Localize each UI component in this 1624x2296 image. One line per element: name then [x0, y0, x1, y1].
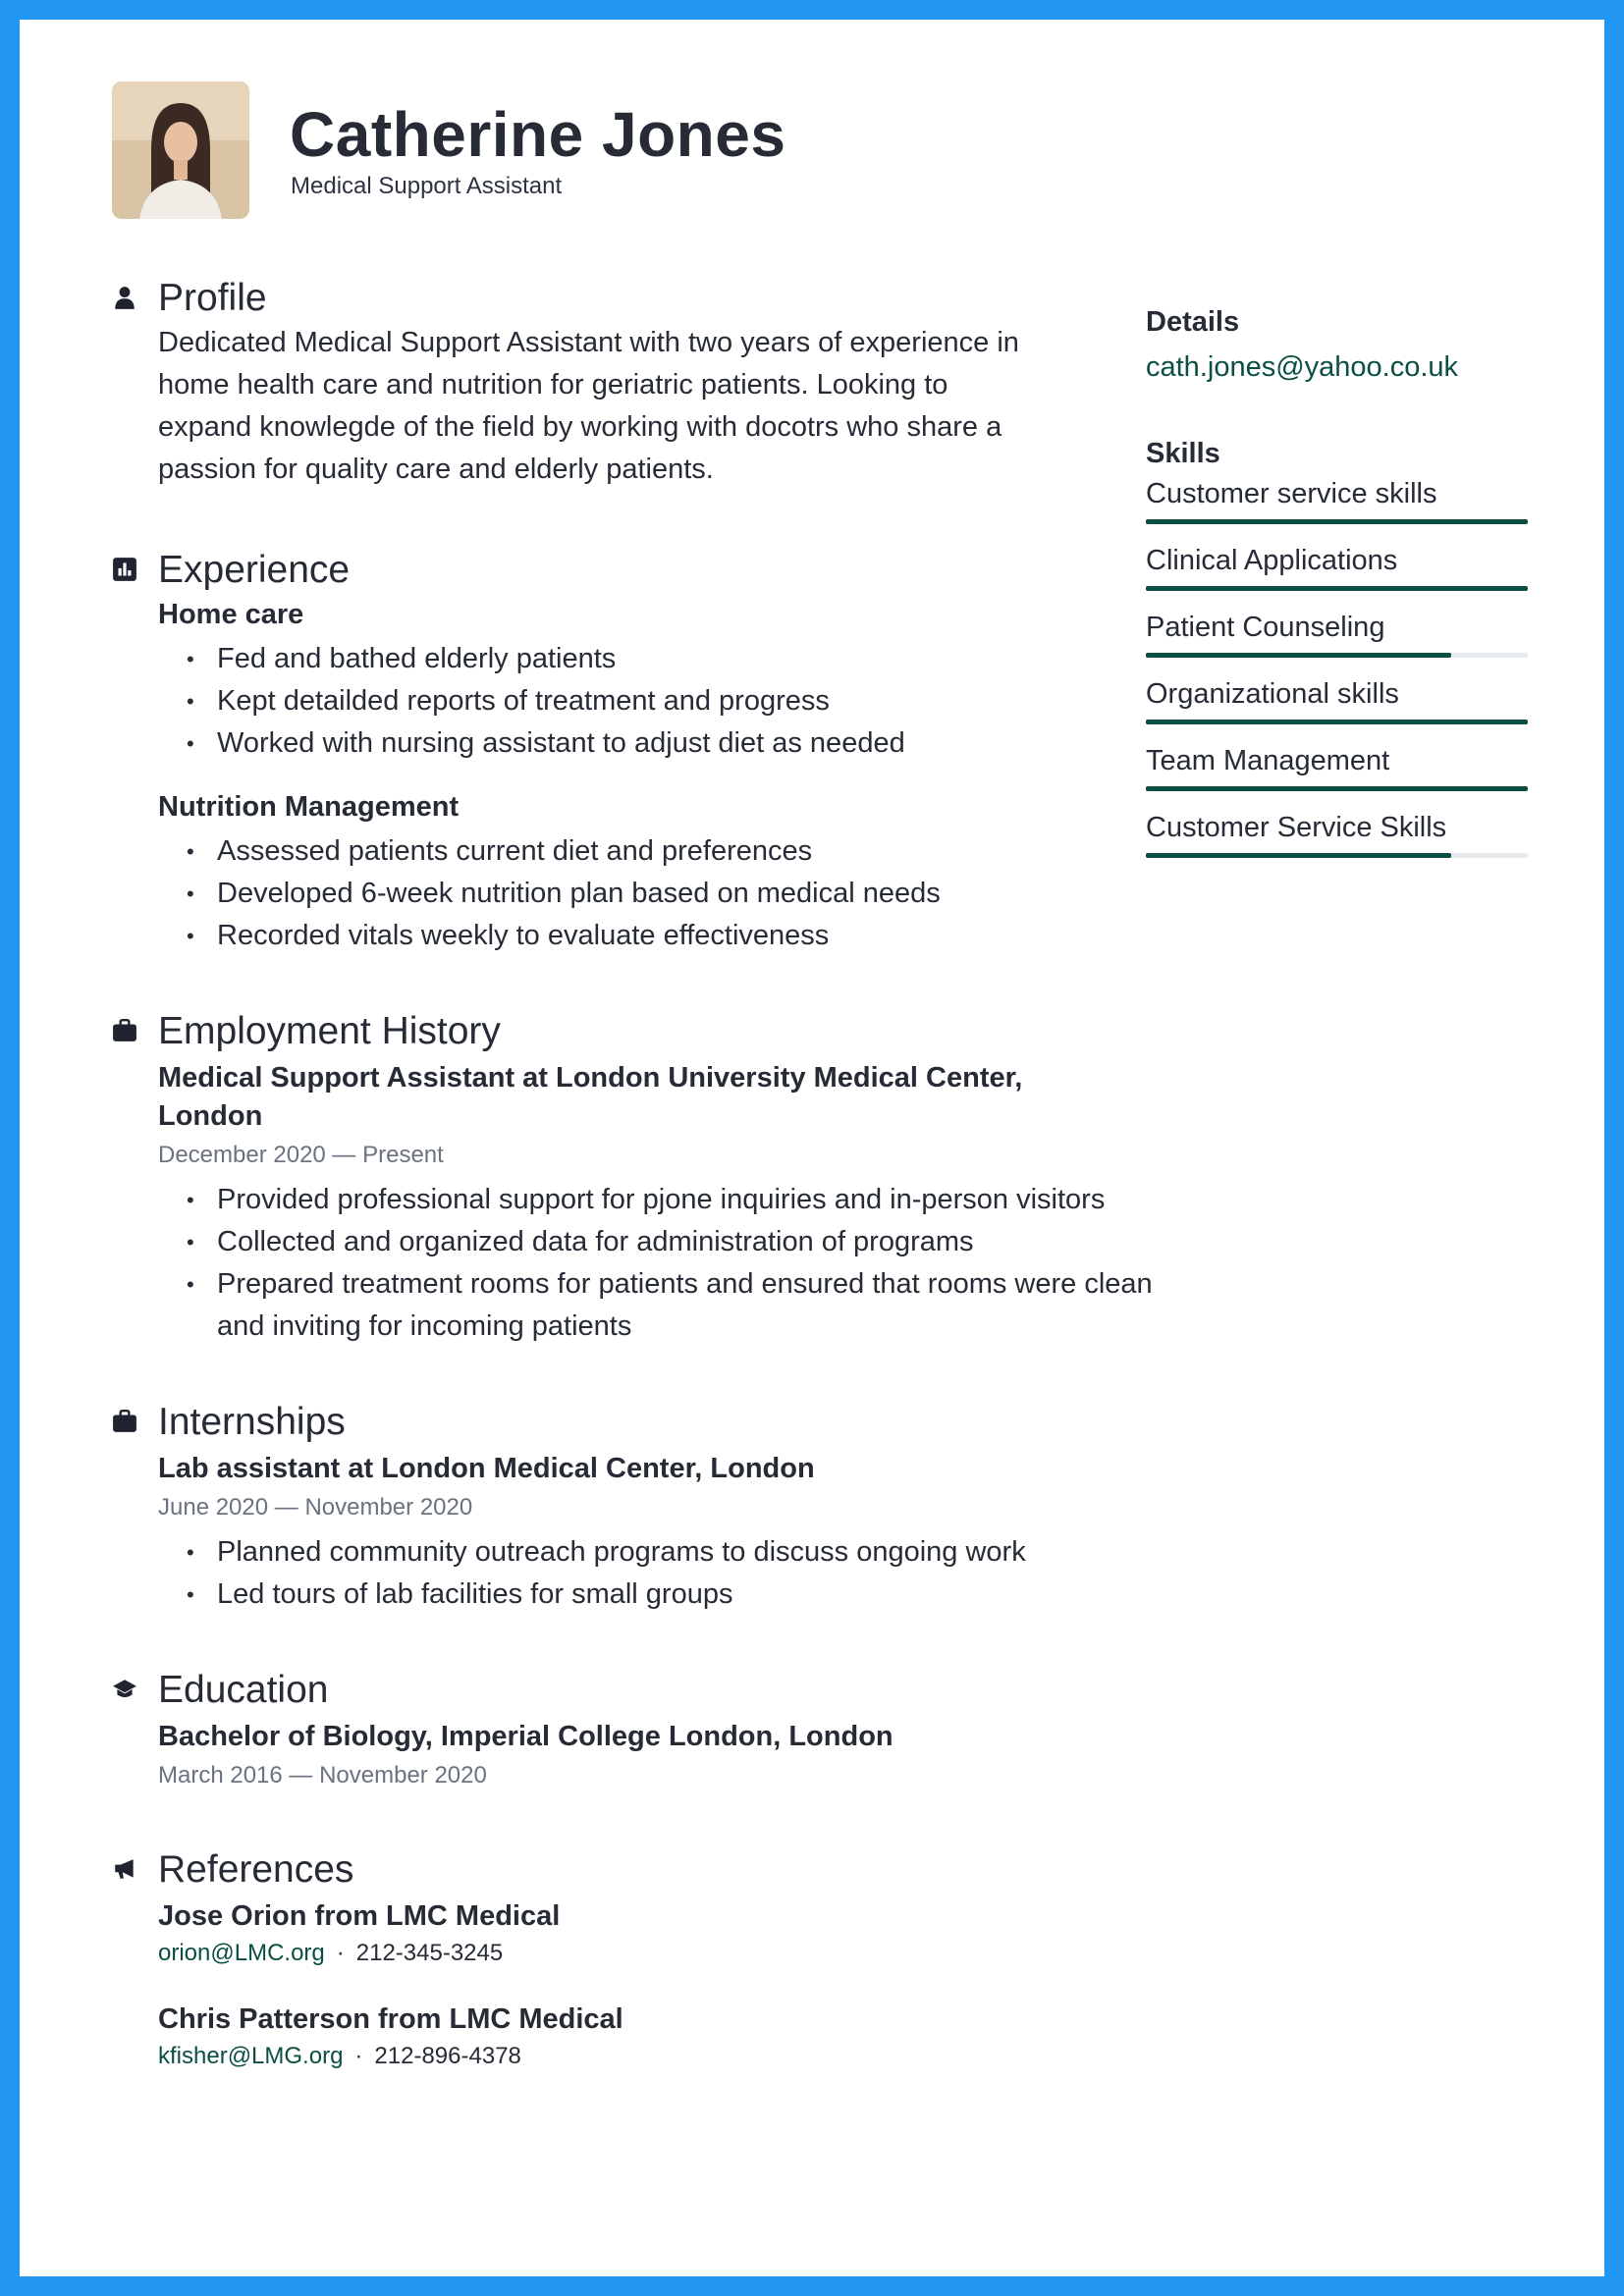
- list-item: • Fed and bathed elderly patients: [217, 638, 1074, 680]
- education-section: [112, 1663, 1074, 1795]
- separator-dot: ·: [354, 2043, 363, 2069]
- details-email-link[interactable]: cath.jones@yahoo.co.uk: [1146, 351, 1459, 383]
- skill-name: Patient Counseling: [1146, 612, 1385, 643]
- skill-name: Organizational skills: [1146, 678, 1399, 710]
- experience-group-title: Nutrition Management: [158, 791, 460, 823]
- section-title-employment: Employment History: [158, 1010, 501, 1052]
- employment-date: December 2020 — Present: [158, 1142, 444, 1168]
- skill-bar-fill: [1146, 786, 1528, 791]
- list-item: • Worked with nursing assistant to adjust diet as needed: [217, 722, 1074, 765]
- references-section: [112, 1842, 1074, 2074]
- person-icon: [112, 285, 137, 310]
- list-item: • Collected and organized data for administration of programs: [217, 1221, 1160, 1263]
- reference-contact: [158, 2039, 1074, 2074]
- skill-bar: [1146, 653, 1528, 658]
- skill-bar: [1146, 586, 1528, 591]
- skill-bar: [1146, 853, 1528, 858]
- list-item: • Assessed patients current diet and preferences: [217, 830, 1074, 873]
- section-title-experience: Experience: [158, 549, 351, 591]
- experience-list: [158, 638, 1074, 765]
- skill-item: [1146, 473, 1528, 524]
- internship-job-title: Lab assistant at London Medical Center, London: [158, 1453, 815, 1484]
- internships-section: [112, 1395, 1074, 1616]
- details-title: Details: [1146, 306, 1240, 338]
- experience-list: [158, 830, 1074, 957]
- skill-bar-fill: [1146, 519, 1528, 524]
- internship-date: June 2020 — November 2020: [158, 1494, 473, 1521]
- separator-dot: ·: [336, 1940, 345, 1966]
- profile-text: Dedicated Medical Support Assistant with two years of experience in home health care and nutrition for geriatric patients. Looking to expand knowlegde of the field by working with docotrs who share a passion for quality care and elderly patients.: [158, 327, 1019, 485]
- skill-bar: [1146, 519, 1528, 524]
- skill-item: [1146, 673, 1528, 724]
- skill-item: [1146, 740, 1528, 791]
- list-item: • Developed 6-week nutrition plan based on medical needs: [217, 873, 1074, 915]
- education-date: March 2016 — November 2020: [158, 1762, 487, 1789]
- skill-bar: [1146, 786, 1528, 791]
- section-title-internships: Internships: [158, 1401, 346, 1443]
- skill-bar-fill: [1146, 853, 1451, 858]
- resume-page: [20, 20, 1604, 2276]
- reference-phone: 212-345-3245: [355, 1940, 504, 1966]
- employment-list: [158, 1179, 1160, 1348]
- megaphone-icon: [112, 1856, 137, 1882]
- skill-name: Clinical Applications: [1146, 545, 1398, 576]
- reference-name: Chris Patterson from LMC Medical: [158, 2003, 623, 2035]
- reference-email-link[interactable]: kfisher@LMG.org: [158, 2043, 344, 2069]
- skill-bar: [1146, 720, 1528, 724]
- skills-list: [1146, 473, 1528, 858]
- skill-bar-fill: [1146, 586, 1528, 591]
- graduation-cap-icon: [112, 1677, 137, 1702]
- experience-section: [112, 543, 1074, 957]
- reference-phone: 212-896-4378: [374, 2043, 521, 2069]
- list-item: • Prepared treatment rooms for patients and ensured that rooms were clean and inviting for incoming patients: [217, 1263, 1160, 1348]
- section-title-education: Education: [158, 1669, 329, 1711]
- list-item: • Led tours of lab facilities for small groups: [217, 1574, 1074, 1616]
- briefcase-icon: [112, 1409, 137, 1434]
- reference-contact: [158, 1936, 1074, 1971]
- skill-name: Customer service skills: [1146, 478, 1437, 509]
- profile-photo: [112, 81, 249, 219]
- reference-email-link[interactable]: orion@LMC.org: [158, 1940, 325, 1966]
- skill-bar-fill: [1146, 653, 1451, 658]
- skill-name: Customer Service Skills: [1146, 812, 1447, 843]
- list-item: • Recorded vitals weekly to evaluate effectiveness: [217, 915, 1074, 957]
- skills-title: Skills: [1146, 438, 1220, 469]
- skill-item: [1146, 807, 1528, 858]
- briefcase-icon: [112, 1018, 137, 1043]
- skill-name: Team Management: [1146, 745, 1390, 776]
- candidate-name: Catherine Jones: [290, 99, 786, 170]
- experience-group-title: Home care: [158, 599, 304, 630]
- employment-job-title: Medical Support Assistant at London University Medical Center, London: [158, 1062, 1023, 1132]
- list-item: • Planned community outreach programs to discuss ongoing work: [217, 1531, 1074, 1574]
- section-title-references: References: [158, 1848, 354, 1891]
- chart-icon: [112, 557, 137, 582]
- skill-item: [1146, 540, 1528, 591]
- education-degree: Bachelor of Biology, Imperial College London, London: [158, 1721, 893, 1752]
- employment-section: [112, 1004, 1153, 1348]
- section-title-profile: Profile: [158, 277, 267, 319]
- list-item: • Kept detailded reports of treatment and progress: [217, 680, 1074, 722]
- skill-item: [1146, 607, 1528, 658]
- internship-list: [158, 1531, 1074, 1616]
- skill-bar-fill: [1146, 720, 1528, 724]
- profile-section: [112, 271, 1074, 491]
- list-item: • Provided professional support for pjone inquiries and in-person visitors: [217, 1179, 1160, 1221]
- main-column: [112, 271, 1153, 2074]
- side-column: [1146, 294, 1528, 874]
- candidate-title: Medical Support Assistant: [291, 173, 563, 199]
- reference-name: Jose Orion from LMC Medical: [158, 1900, 561, 1932]
